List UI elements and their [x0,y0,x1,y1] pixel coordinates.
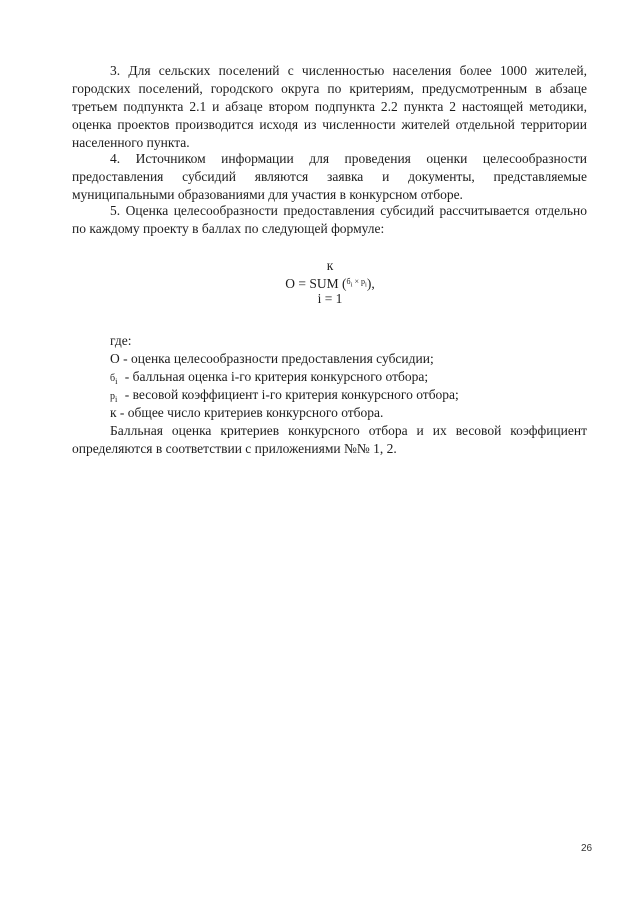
paragraph-5: 5. Оценка целесообразности предоставления субсидий рассчитывается отдельно по каждому проекту в баллах по следующей формуле: [72,203,587,236]
legend-b-text: - балльная оценка i-го критерия конкурсного отбора; [124,369,429,384]
formula-inner-p: × pi [352,277,367,289]
formula-left: О = SUM ( [285,276,347,291]
legend-o: О - оценка целесообразности предоставления субсидии; [110,351,434,366]
legend-where: где: [110,333,132,348]
paragraph-3: 3. Для сельских поселений с численностью населения более 1000 жителей, городских поселений, городского округа по критериям, предусмотренным в абзаце третьем подпункта 2.1 и абзаце втором подпункта 2.2 пункта 2 настоящей методики, оценка проектов производится исходя из численности жителей отдельной территории населенного пункта. [72,63,587,150]
legend-p-text: - весовой коэффициент i-го критерия конкурсного отбора; [124,387,459,402]
paragraph-4: 4. Источником информации для проведения оценки целесообразности предоставления субсидий являются заявка и документы, представляемые муниципальными образованиями для участия в конкурсном отборе. [72,151,587,202]
page-number: 26 [581,843,593,854]
formula-inner-b: бi [346,277,353,289]
legend-b-symbol: $б_i$ [110,373,118,386]
legend-p-symbol: $p_i$ [110,391,118,404]
formula-right: ), [366,276,375,291]
formula-lower-limit: i = 1 [317,291,343,306]
formula-upper-limit: к [326,258,334,273]
legend-k: к - общее число критериев конкурсного отбора. [110,405,384,420]
closing-paragraph: Балльная оценка критериев конкурсного отбора и их весовой коэффициент определяются в соответствии с приложениями №№ 1, 2. [72,423,587,456]
